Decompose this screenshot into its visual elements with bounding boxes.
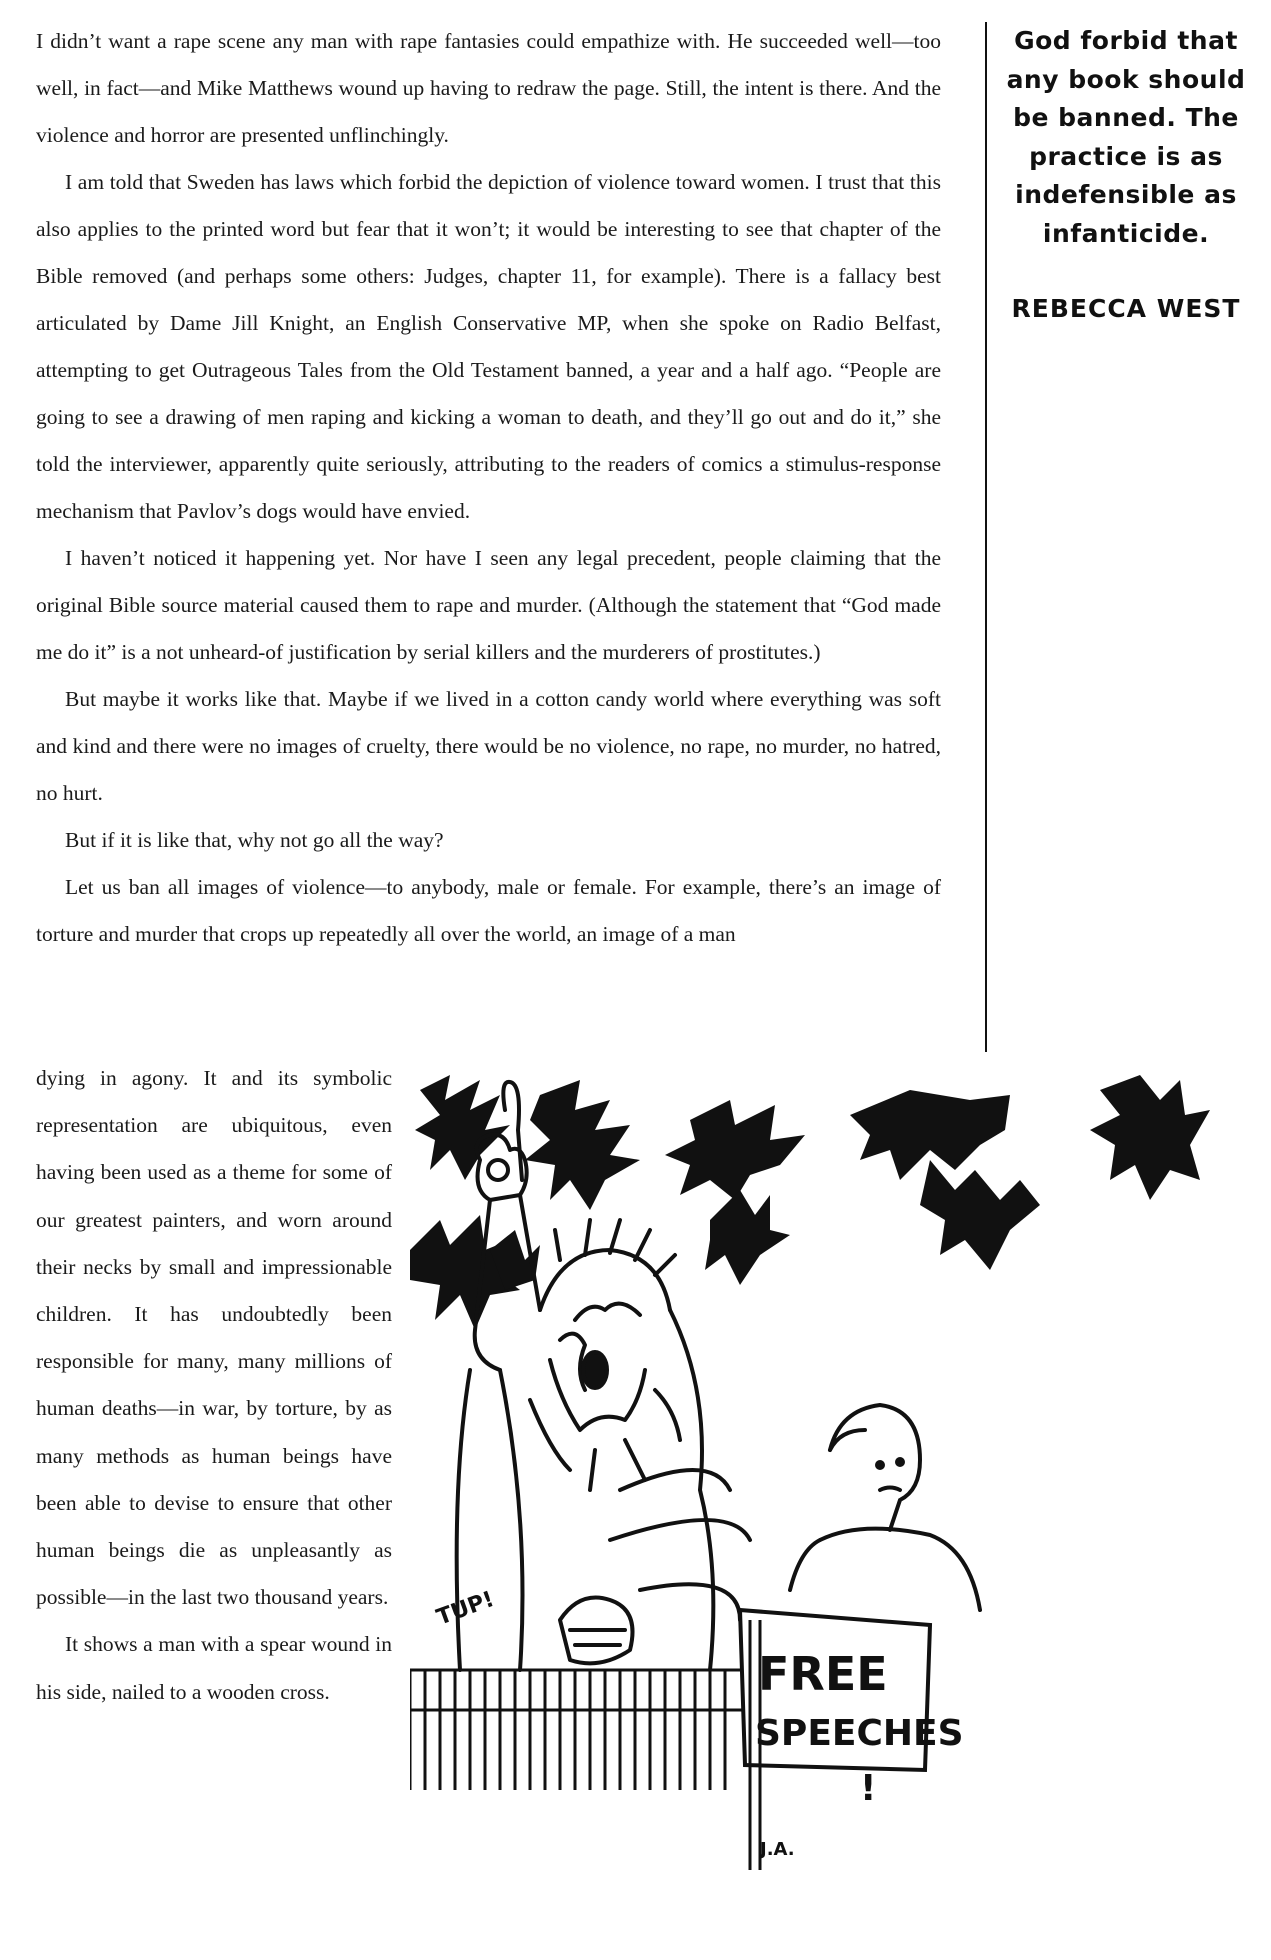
sign-exclaim: !: [860, 1768, 877, 1809]
wrapped-body-text: [36, 1055, 392, 1716]
main-body-text: [36, 18, 941, 958]
paragraph: It shows a man with a spear wound in his side, nailed to a wooden cross.: [36, 1632, 392, 1704]
sign-text-line1: FREE: [758, 1647, 888, 1701]
paragraph: I am told that Sweden has laws which forbid the depiction of violence toward women. I trust that this also applies to the printed word but fear that it won’t; it would be interesting to see that chapter of the Bible removed (and perhaps some others: Judges, chapter 11, for example). There is a fallacy best articulated by Dame Jill Knight, an English Conservative MP, when she spoke on Radio Belfast, attempting to get Outrageous Tales from the Old Testament banned, a year and a half ago. “People are going to see a drawing of men raping and kicking a woman to death, and they’ll go out and do it,” she told the interviewer, apparently quite seriously, attributing to the readers of comics a stimulus-response mechanism that Pavlov’s dogs would have envied.: [36, 170, 941, 523]
paragraph: I didn’t want a rape scene any man with rape fantasies could empathize with. He succeeded well—too well, in fact—and Mike Matthews wound up having to redraw the page. Still, the intent is there. And the violence and horror are presented unflinchingly.: [36, 29, 941, 147]
sidebar-quote: God forbid that any book should be banned. The practice is as indefensible as infanticide.: [1006, 26, 1246, 248]
artist-signature: J.A.: [760, 1839, 795, 1860]
paragraph: But if it is like that, why not go all the way?: [65, 828, 444, 852]
sound-effect-text: TUP!: [433, 1586, 498, 1631]
paragraph: I haven’t noticed it happening yet. Nor have I seen any legal precedent, people claiming that the original Bible source material caused them to rape and murder. (Although the statement that “God made me do it” is a not unheard-of justification by serial killers and the murderers of prostitutes.): [36, 546, 941, 664]
quote-attribution: REBECCA WEST: [1011, 294, 1241, 323]
paragraph: dying in agony. It and its symbolic representation are ubiquitous, even having been used as a theme for some of our greatest painters, and worn around their necks by small and impressionable children. It has undoubtedly been responsible for many, many millions of human deaths—in war, by torture, by as many methods as human beings have been able to devise to ensure that other human beings die as unpleasantly as possible—in the last two thousand years.: [36, 1066, 392, 1610]
paragraph: But maybe it works like that. Maybe if we lived in a cotton candy world where everything was soft and kind and there were no images of cruelty, there would be no violence, no rape, no murder, no hatred, no hurt.: [36, 687, 941, 805]
pulpit-railing: [410, 1670, 750, 1790]
paragraph: Let us ban all images of violence—to anybody, male or female. For example, there’s an image of torture and murder that crops up repeatedly all over the world, an image of a man: [36, 875, 941, 946]
sidebar-divider: [985, 22, 987, 1052]
cartoon-illustration: [410, 1070, 1260, 1890]
bystander-figure: [790, 1405, 980, 1610]
sign-text-line2: SPEECHES: [755, 1713, 964, 1754]
foliage-shapes: [410, 1075, 1210, 1330]
